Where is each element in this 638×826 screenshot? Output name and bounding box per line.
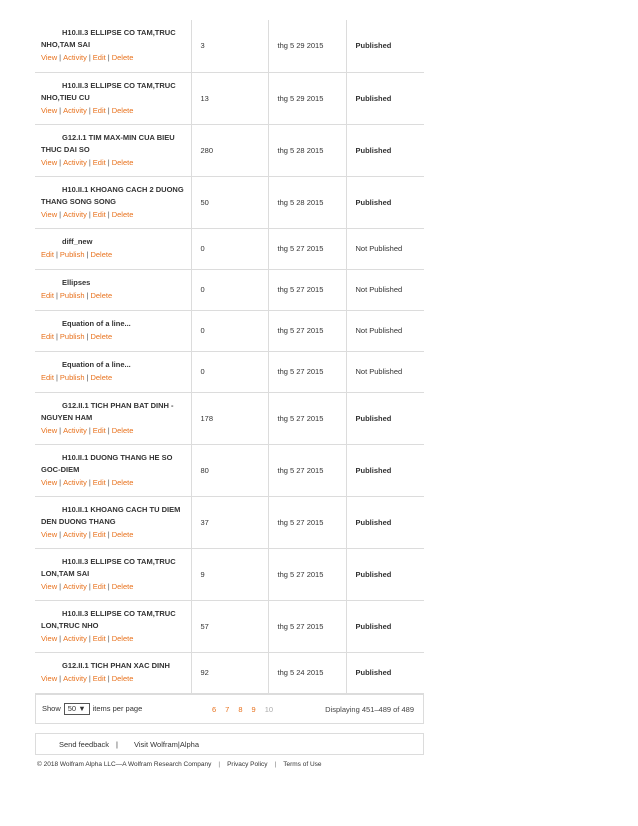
delete-link[interactable]: Delete — [111, 425, 134, 435]
table-row — [35, 228, 424, 269]
action-separator: | — [59, 633, 62, 643]
table-row — [35, 392, 424, 444]
item-title-line: THUC DAI SO — [41, 144, 90, 154]
item-title-line: Equation of a line... — [62, 360, 131, 369]
delete-link[interactable]: Delete — [111, 529, 134, 539]
delete-link[interactable]: Delete — [111, 674, 134, 683]
item-actions — [41, 290, 185, 302]
item-actions — [41, 529, 185, 541]
item-date: thg 5 27 2015 — [268, 496, 346, 548]
view-link[interactable]: View — [41, 581, 58, 591]
displaying-count: Displaying 451–489 of 489 — [325, 704, 414, 714]
delete-link[interactable]: Delete — [90, 332, 113, 341]
item-date: thg 5 29 2015 — [268, 20, 346, 72]
activity-link[interactable]: Activity — [63, 674, 87, 683]
item-count: 9 — [191, 548, 268, 600]
send-feedback-link[interactable]: Send feedback — [59, 739, 110, 749]
action-separator: | — [86, 291, 89, 300]
item-date: thg 5 28 2015 — [268, 124, 346, 176]
item-title — [41, 132, 185, 156]
action-separator: | — [59, 425, 62, 435]
item-actions — [41, 331, 185, 343]
action-separator: | — [59, 105, 62, 115]
edit-link[interactable]: Edit — [92, 581, 106, 591]
action-separator: | — [107, 105, 110, 115]
status-label: Published — [346, 652, 424, 693]
item-title — [41, 277, 185, 289]
edit-link[interactable]: Edit — [92, 477, 106, 487]
table-row — [35, 444, 424, 496]
item-title-cell — [35, 310, 191, 351]
edit-link[interactable]: Edit — [92, 105, 106, 115]
item-title-cell — [35, 176, 191, 228]
status-label: Published — [346, 548, 424, 600]
item-date: thg 5 27 2015 — [268, 444, 346, 496]
action-separator: | — [59, 157, 62, 167]
table-row — [35, 124, 424, 176]
item-count: 92 — [191, 652, 268, 693]
item-actions — [41, 249, 185, 261]
item-title-line: H10.II.1 DUONG THANG HE SO — [62, 452, 173, 462]
action-separator: | — [107, 581, 110, 591]
delete-link[interactable]: Delete — [90, 250, 113, 259]
item-actions — [41, 52, 185, 64]
action-separator: | — [107, 425, 110, 435]
edit-link[interactable]: Edit — [92, 157, 106, 167]
item-actions — [41, 633, 185, 645]
item-actions — [41, 105, 185, 117]
view-link[interactable]: View — [41, 209, 58, 219]
item-title-line: Equation of a line... — [62, 319, 131, 328]
item-actions — [41, 673, 185, 685]
delete-link[interactable]: Delete — [111, 157, 134, 167]
table-row — [35, 72, 424, 124]
item-title — [41, 359, 185, 371]
view-link[interactable]: View — [41, 674, 58, 683]
item-count: 0 — [191, 269, 268, 310]
visit-wolfram-alpha-link[interactable]: Visit Wolfram|Alpha — [134, 739, 200, 749]
item-actions — [41, 581, 185, 593]
activity-link[interactable]: Activity — [63, 529, 87, 539]
page-link[interactable]: 8 — [238, 704, 243, 714]
action-separator: | — [59, 581, 62, 591]
item-title-cell — [35, 548, 191, 600]
item-count: 0 — [191, 310, 268, 351]
action-separator: | — [107, 209, 110, 219]
item-title-cell — [35, 20, 191, 72]
action-separator: | — [107, 529, 110, 539]
view-link[interactable]: View — [41, 633, 58, 643]
status-label: Not Published — [346, 228, 424, 269]
item-title-line: NHO,TIEU CU — [41, 92, 90, 102]
publish-link[interactable]: Publish — [59, 250, 85, 259]
footer-separator: | — [274, 761, 277, 768]
item-actions — [41, 425, 185, 437]
action-separator: | — [55, 291, 58, 300]
item-title-cell — [35, 351, 191, 392]
per-page-control — [42, 703, 142, 715]
item-title-line: H10.II.1 KHOANG CACH TU DIEM — [62, 504, 181, 514]
item-actions — [41, 372, 185, 384]
view-link[interactable]: View — [41, 105, 58, 115]
item-title — [41, 504, 185, 528]
item-title-line: LON,TRUC NHO — [41, 620, 99, 630]
view-link[interactable]: View — [41, 157, 58, 167]
action-separator: | — [88, 581, 91, 591]
item-title-line: G12.II.1 TICH PHAN XAC DINH — [62, 661, 170, 670]
item-count: 37 — [191, 496, 268, 548]
delete-link[interactable]: Delete — [111, 633, 134, 643]
activity-link[interactable]: Activity — [63, 425, 87, 435]
item-title-line: G12.I.1 TIM MAX-MIN CUA BIEU — [62, 132, 175, 142]
delete-link[interactable]: Delete — [111, 105, 134, 115]
privacy-policy-link[interactable]: Privacy Policy — [227, 761, 268, 768]
item-title-cell — [35, 269, 191, 310]
item-title-cell — [35, 72, 191, 124]
page-link[interactable]: 6 — [212, 704, 217, 714]
delete-link[interactable]: Delete — [90, 373, 113, 382]
action-separator: | — [88, 209, 91, 219]
activity-link[interactable]: Activity — [63, 633, 87, 643]
table-row — [35, 496, 424, 548]
item-title — [41, 80, 185, 104]
item-actions — [41, 477, 185, 489]
item-actions — [41, 157, 185, 169]
delete-link[interactable]: Delete — [90, 291, 113, 300]
item-date: thg 5 27 2015 — [268, 269, 346, 310]
feedback-bar — [35, 733, 424, 755]
action-separator: | — [86, 250, 89, 259]
per-page-select[interactable]: 50 ▼ — [64, 703, 90, 715]
page-footer — [37, 761, 322, 768]
item-title — [41, 400, 185, 424]
footer-separator: | — [218, 761, 221, 768]
items-table-body — [35, 20, 424, 693]
item-date: thg 5 27 2015 — [268, 392, 346, 444]
item-actions — [41, 209, 185, 221]
item-count: 50 — [191, 176, 268, 228]
item-count: 57 — [191, 600, 268, 652]
activity-link[interactable]: Activity — [63, 105, 87, 115]
item-title-line: DEN DUONG THANG — [41, 516, 116, 526]
table-row — [35, 310, 424, 351]
edit-link[interactable]: Edit — [92, 209, 106, 219]
table-row — [35, 548, 424, 600]
edit-link[interactable]: Edit — [92, 529, 106, 539]
item-title-line: H10.II.3 ELLIPSE CO TAM,TRUC — [62, 556, 176, 566]
status-label: Published — [346, 176, 424, 228]
items-table — [35, 20, 424, 694]
edit-link[interactable]: Edit — [92, 53, 106, 63]
action-separator: | — [88, 633, 91, 643]
action-separator: | — [86, 373, 89, 382]
action-separator: | — [55, 250, 58, 259]
action-separator: | — [88, 425, 91, 435]
feedback-separator: | — [116, 739, 118, 749]
status-label: Published — [346, 124, 424, 176]
action-separator: | — [55, 332, 58, 341]
item-count: 13 — [191, 72, 268, 124]
item-title-cell — [35, 600, 191, 652]
delete-link[interactable]: Delete — [111, 53, 134, 63]
action-separator: | — [107, 53, 110, 63]
action-separator: | — [88, 53, 91, 63]
edit-link[interactable]: Edit — [92, 674, 106, 683]
activity-link[interactable]: Activity — [63, 209, 87, 219]
status-label: Published — [346, 444, 424, 496]
item-title-line: G12.II.1 TICH PHAN BAT DINH - — [62, 400, 174, 410]
item-title-cell — [35, 496, 191, 548]
status-label: Published — [346, 600, 424, 652]
action-separator: | — [88, 105, 91, 115]
edit-link[interactable]: Edit — [41, 332, 54, 341]
delete-link[interactable]: Delete — [111, 209, 134, 219]
item-title — [41, 452, 185, 476]
edit-link[interactable]: Edit — [41, 373, 54, 382]
action-separator: | — [88, 157, 91, 167]
item-title-cell — [35, 392, 191, 444]
status-label: Published — [346, 20, 424, 72]
item-title-line: Ellipses — [62, 278, 91, 287]
table-row — [35, 176, 424, 228]
edit-link[interactable]: Edit — [92, 633, 106, 643]
item-count: 0 — [191, 228, 268, 269]
item-date: thg 5 27 2015 — [268, 310, 346, 351]
item-title — [41, 608, 185, 632]
page-link[interactable]: 7 — [225, 704, 230, 714]
action-separator: | — [59, 53, 62, 63]
item-date: thg 5 28 2015 — [268, 176, 346, 228]
view-link[interactable]: View — [41, 529, 58, 539]
action-separator: | — [107, 674, 110, 683]
table-row — [35, 351, 424, 392]
item-title-line: NHO,TAM SAI — [41, 40, 91, 50]
item-title — [41, 660, 185, 672]
terms-of-use-link[interactable]: Terms of Use — [283, 761, 322, 768]
item-date: thg 5 27 2015 — [268, 548, 346, 600]
table-row — [35, 600, 424, 652]
item-title-line: H10.II.1 KHOANG CACH 2 DUONG — [62, 184, 184, 194]
edit-link[interactable]: Edit — [92, 425, 106, 435]
page-links — [212, 705, 282, 714]
delete-link[interactable]: Delete — [111, 581, 134, 591]
item-title-line: H10.II.3 ELLIPSE CO TAM,TRUC — [62, 80, 176, 90]
action-separator: | — [107, 633, 110, 643]
status-label: Not Published — [346, 351, 424, 392]
status-label: Not Published — [346, 310, 424, 351]
item-title-line: GOC-DIEM — [41, 464, 80, 474]
status-label: Published — [346, 392, 424, 444]
item-title-line: H10.II.3 ELLIPSE CO TAM,TRUC — [62, 28, 176, 38]
per-page-suffix: items per page — [92, 704, 143, 713]
item-title — [41, 184, 185, 208]
item-title — [41, 236, 185, 248]
item-date: thg 5 27 2015 — [268, 600, 346, 652]
item-title-line: LON,TAM SAI — [41, 568, 90, 578]
item-count: 3 — [191, 20, 268, 72]
item-date: thg 5 29 2015 — [268, 72, 346, 124]
activity-link[interactable]: Activity — [63, 53, 87, 63]
action-separator: | — [88, 674, 91, 683]
item-title — [41, 556, 185, 580]
item-title-cell — [35, 652, 191, 693]
item-title-cell — [35, 124, 191, 176]
status-label: Published — [346, 72, 424, 124]
item-date: thg 5 24 2015 — [268, 652, 346, 693]
pagination-bar — [35, 694, 424, 724]
action-separator: | — [107, 477, 110, 487]
show-label: Show — [42, 704, 61, 713]
content-wrapper — [35, 20, 424, 724]
item-date: thg 5 27 2015 — [268, 228, 346, 269]
publish-link[interactable]: Publish — [59, 373, 85, 382]
current-page-number: 10 — [264, 704, 274, 714]
item-title — [41, 27, 185, 51]
action-separator: | — [107, 157, 110, 167]
page-link[interactable]: 9 — [251, 704, 256, 714]
action-separator: | — [59, 674, 62, 683]
item-title-line: THANG SONG SONG — [41, 196, 117, 206]
action-separator: | — [55, 373, 58, 382]
item-title-cell — [35, 444, 191, 496]
item-title-line: H10.II.3 ELLIPSE CO TAM,TRUC — [62, 608, 176, 618]
item-date: thg 5 27 2015 — [268, 351, 346, 392]
status-label: Published — [346, 496, 424, 548]
item-count: 280 — [191, 124, 268, 176]
table-row — [35, 652, 424, 693]
item-title-line: diff_new — [62, 237, 93, 246]
delete-link[interactable]: Delete — [111, 477, 134, 487]
action-separator: | — [59, 209, 62, 219]
table-row — [35, 269, 424, 310]
item-count: 0 — [191, 351, 268, 392]
activity-link[interactable]: Activity — [63, 157, 87, 167]
item-count: 178 — [191, 392, 268, 444]
action-separator: | — [86, 332, 89, 341]
action-separator: | — [88, 477, 91, 487]
item-title — [41, 318, 185, 330]
publish-link[interactable]: Publish — [59, 332, 85, 341]
item-title-cell — [35, 228, 191, 269]
view-link[interactable]: View — [41, 425, 58, 435]
action-separator: | — [88, 529, 91, 539]
publish-link[interactable]: Publish — [59, 291, 85, 300]
edit-link[interactable]: Edit — [41, 291, 54, 300]
item-title-line: NGUYEN HAM — [41, 412, 93, 422]
activity-link[interactable]: Activity — [63, 477, 87, 487]
item-count: 80 — [191, 444, 268, 496]
view-link[interactable]: View — [41, 53, 58, 63]
status-label: Not Published — [346, 269, 424, 310]
edit-link[interactable]: Edit — [41, 250, 54, 259]
view-link[interactable]: View — [41, 477, 58, 487]
table-row — [35, 20, 424, 72]
action-separator: | — [59, 477, 62, 487]
action-separator: | — [59, 529, 62, 539]
activity-link[interactable]: Activity — [63, 581, 87, 591]
copyright-text: © 2018 Wolfram Alpha LLC—A Wolfram Research Company — [37, 761, 212, 768]
